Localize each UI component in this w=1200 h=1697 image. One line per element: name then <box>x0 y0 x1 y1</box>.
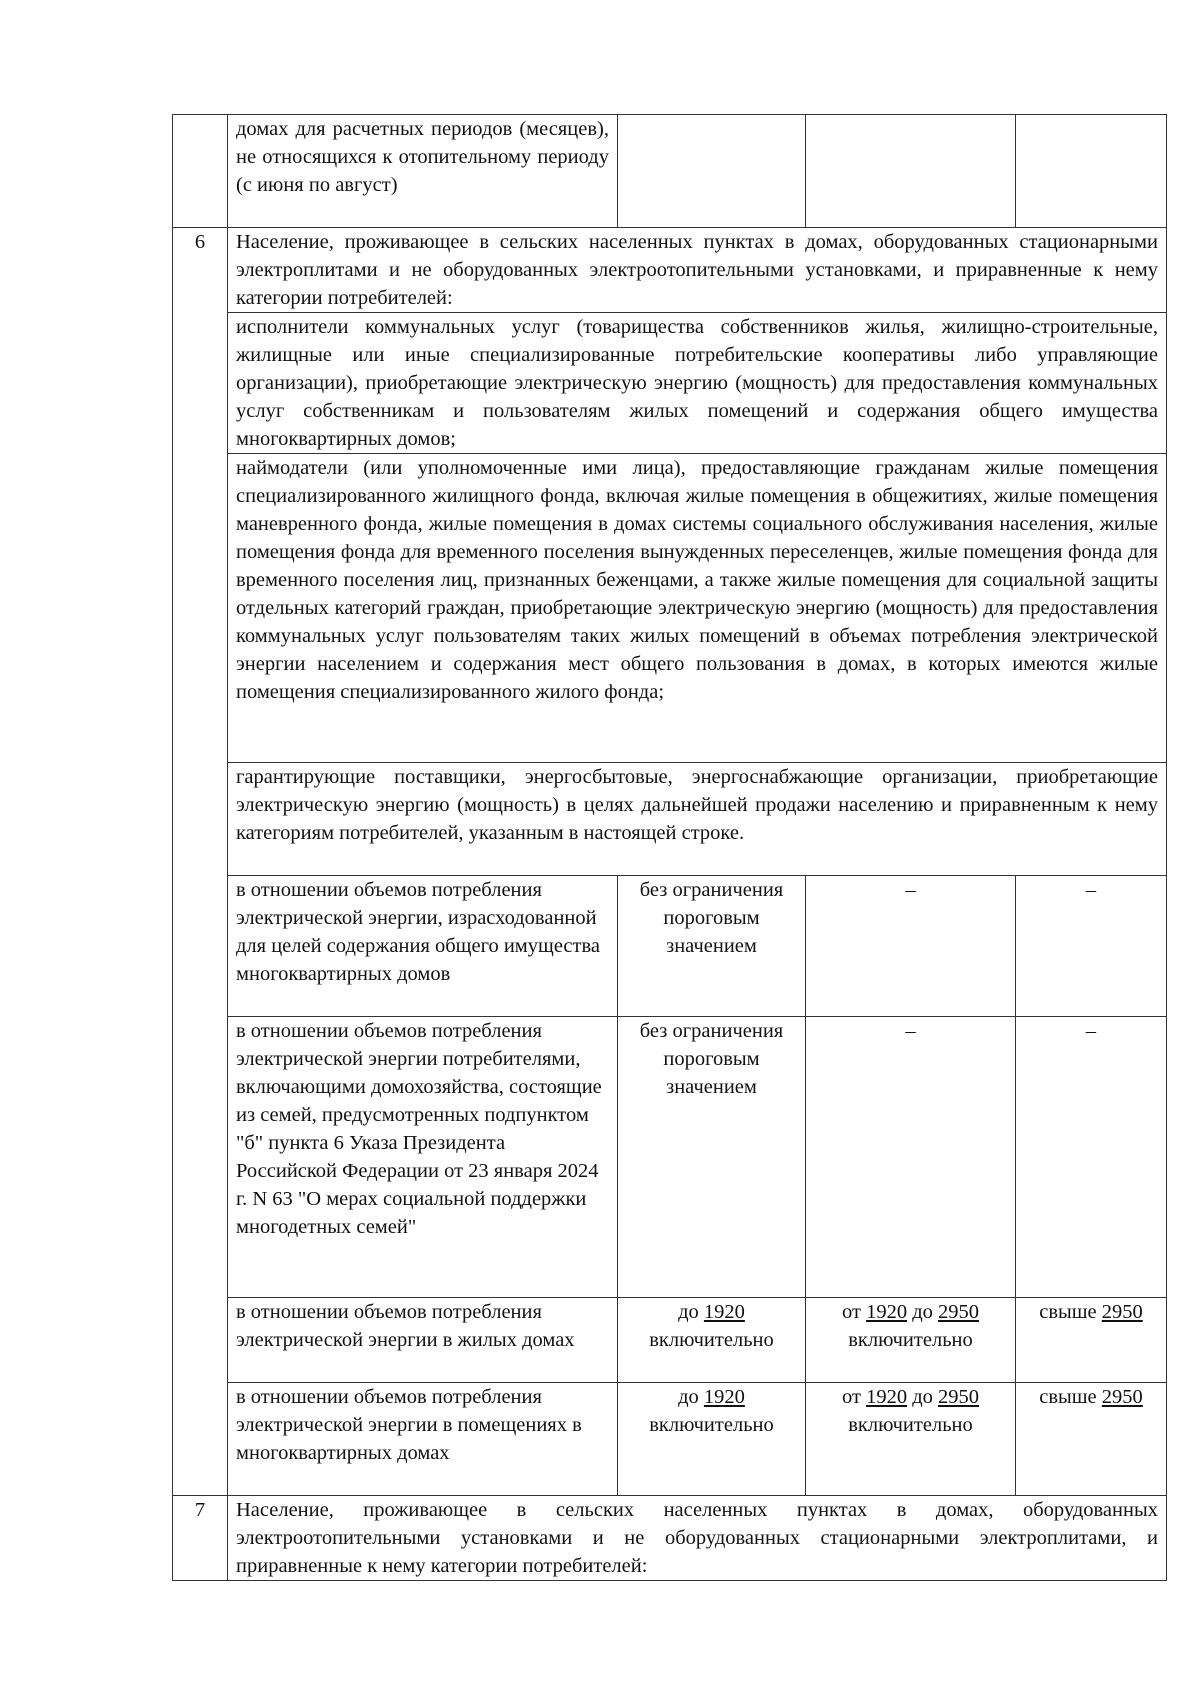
threshold-cell-2 <box>806 1383 1016 1496</box>
threshold-prefix: свыше <box>1039 1386 1097 1408</box>
threshold-cell-3 <box>1016 1298 1167 1383</box>
threshold-cell-1 <box>618 1298 806 1383</box>
threshold-cell-3 <box>1016 115 1167 228</box>
threshold-prefix: свыше <box>1039 1301 1097 1323</box>
threshold-cell-2: – <box>806 1017 1016 1298</box>
threshold-connector: до <box>912 1301 933 1323</box>
threshold-cell-1: без ограничения пороговым значением <box>618 1017 806 1298</box>
threshold-suffix: включительно <box>848 1329 973 1351</box>
row-description: в отношении объемов потребления электрической энергии в помещениях в многоквартирных домах <box>228 1383 618 1496</box>
threshold-cell-1 <box>618 1383 806 1496</box>
threshold-cell-2 <box>806 1298 1016 1383</box>
row-number: 7 <box>173 1496 228 1581</box>
threshold-cell-3: – <box>1016 1017 1167 1298</box>
threshold-value-link[interactable]: 2950 <box>938 1301 979 1323</box>
category-heading: Население, проживающее в сельских населенных пунктах в домах, оборудованных стационарными электроплитами и не оборудованных электроотопительными установками, и приравненные к нему категории потребителей: <box>228 228 1167 313</box>
category-subitem: наймодатели (или уполномоченные ими лица), предоставляющие гражданам жилые помещения специализированного жилищного фонда, включая жилые помещения в общежитиях, жилые помещения маневренного фонда, жилые помещения в домах системы социального обслуживания населения, жилые помещения фонда для временного поселения вынужденных переселенцев, жилые помещения фонда для временного поселения лиц, признанных беженцами, а также жилые помещения для социальной защиты отдельных категорий граждан, приобретающие электрическую энергию (мощность) для предоставления коммунальных услуг пользователям таких жилых помещений в объемах потребления электрической энергии населением и содержания мест общего пользования в домах, в которых имеются жилые помещения специализированного жилого фонда; <box>228 454 1167 763</box>
row-number <box>173 115 228 228</box>
threshold-prefix: от <box>841 1301 861 1323</box>
threshold-value-link[interactable]: 2950 <box>1101 1301 1143 1323</box>
table-row <box>173 115 1167 228</box>
row-description: в отношении объемов потребления электрической энергии в жилых домах <box>228 1298 618 1383</box>
table-row <box>173 1383 1167 1496</box>
tariff-table <box>172 114 1167 1581</box>
category-heading: Население, проживающее в сельских населенных пунктах в домах, оборудованных электроотопительными установками и не оборудованных стационарными электроплитами, и приравненные к нему категории потребителей: <box>228 1496 1167 1581</box>
threshold-prefix: от <box>841 1386 861 1408</box>
table-row <box>173 1496 1167 1581</box>
threshold-value-link[interactable]: 1920 <box>866 1301 908 1323</box>
row-number: 6 <box>173 228 228 1496</box>
threshold-cell-1: без ограничения пороговым значением <box>618 876 806 1017</box>
table-row <box>173 1017 1167 1298</box>
category-subitem: гарантирующие поставщики, энергосбытовые, энергоснабжающие организации, приобретающие электрическую энергию (мощность) в целях дальнейшей продажи населению и приравненным к нему категориям потребителей, указанным в настоящей строке. <box>228 763 1167 876</box>
table-row <box>173 876 1167 1017</box>
threshold-connector: до <box>912 1386 933 1408</box>
threshold-cell-1 <box>618 115 806 228</box>
threshold-cell-2 <box>806 115 1016 228</box>
category-subitem: исполнители коммунальных услуг (товарищества собственников жилья, жилищно-строительные, жилищные или иные специализированные потребительские кооперативы либо управляющие организации), приобретающие электрическую энергию (мощность) для предоставления коммунальных услуг собственникам и пользователям жилых помещений и содержания общего имущества многоквартирных домов; <box>228 313 1167 454</box>
threshold-value-link[interactable]: 2950 <box>938 1386 979 1408</box>
table-row <box>173 763 1167 876</box>
threshold-cell-2: – <box>806 876 1016 1017</box>
table-row <box>173 228 1167 313</box>
threshold-suffix: включительно <box>848 1414 973 1436</box>
table-row <box>173 454 1167 763</box>
threshold-prefix: до <box>678 1386 699 1408</box>
threshold-suffix: включительно <box>649 1329 774 1351</box>
threshold-cell-3 <box>1016 1383 1167 1496</box>
row-description: в отношении объемов потребления электрической энергии потребителями, включающими домохозяйства, состоящие из семей, предусмотренных подпунктом "б" пункта 6 Указа Президента Российской Федерации от 23 января 2024 г. N 63 "О мерах социальной поддержки многодетных семей" <box>228 1017 618 1298</box>
table-row <box>173 313 1167 454</box>
threshold-value-link[interactable]: 1920 <box>703 1386 745 1408</box>
threshold-cell-3: – <box>1016 876 1167 1017</box>
threshold-suffix: включительно <box>649 1414 774 1436</box>
threshold-value-link[interactable]: 1920 <box>703 1301 745 1323</box>
threshold-value-link[interactable]: 2950 <box>1101 1386 1143 1408</box>
threshold-value-link[interactable]: 1920 <box>866 1386 908 1408</box>
row-description: домах для расчетных периодов (месяцев), не относящихся к отопительному периоду (с июня по август) <box>228 115 618 228</box>
table-row <box>173 1298 1167 1383</box>
threshold-prefix: до <box>678 1301 699 1323</box>
row-description: в отношении объемов потребления электрической энергии, израсходованной для целей содержания общего имущества многоквартирных домов <box>228 876 618 1017</box>
